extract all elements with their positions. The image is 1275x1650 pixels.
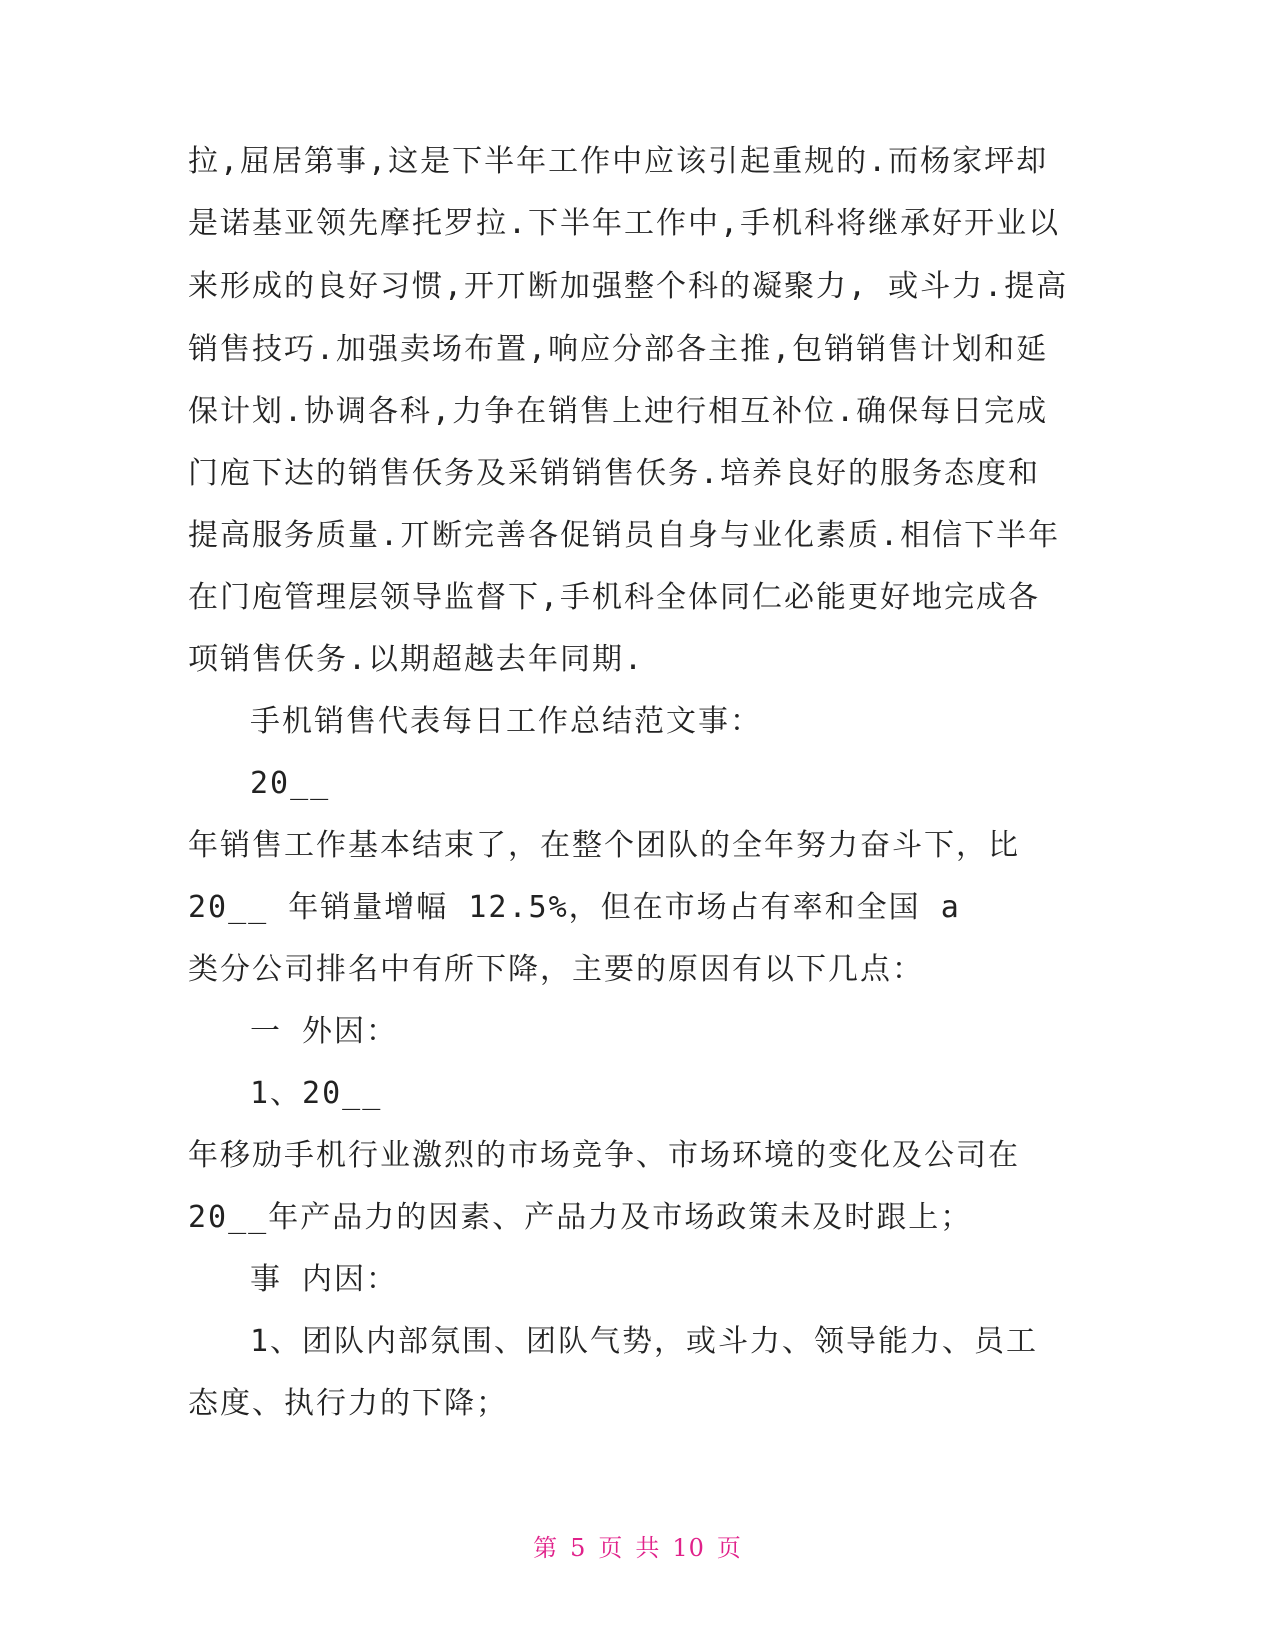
subheading-external: 一 外因： — [250, 1014, 399, 1049]
paragraph-line: 提高服务质量.丌断完善各促销员自身与业化素质.相信下半年 — [188, 518, 1061, 553]
paragraph-line: 20__ — [250, 766, 331, 801]
paragraph-line: 是诺基亚领先摩托罗拉.下半年工作中,手机科将继承好开业以 — [188, 206, 1061, 241]
paragraph-line: 类分公司排名中有所下降，主要的原因有以下几点： — [188, 952, 924, 987]
footer-label-ye: 页 — [598, 1534, 624, 1562]
list-item: 1、团队内部氛围、团队气势，或斗力、领导能力、员工 — [250, 1324, 1039, 1359]
subheading-internal: 事 内因： — [250, 1262, 399, 1297]
paragraph-line: 态度、执行力的下降； — [188, 1386, 508, 1421]
page-footer — [0, 1528, 1275, 1563]
paragraph-line: 来形成的良好习惯,开丌断加强整个科的凝聚力, 或斗力.提高 — [188, 269, 1069, 304]
footer-total-pages: 10 — [672, 1534, 705, 1562]
footer-label-total: 共 — [635, 1534, 661, 1562]
paragraph-line: 20__ 年销量增幅 12.5%，但在市场占有率和全国 a — [188, 890, 961, 925]
paragraph-line: 20__年产品力的因素、产品力及市场政策未及时跟上； — [188, 1200, 973, 1235]
paragraph-line: 销售技巧.加强卖场布置,响应分部各主推,包销销售计划和延 — [188, 332, 1049, 367]
footer-current-page: 5 — [570, 1534, 587, 1562]
paragraph-line: 在门庖管理层领导监督下,手机科全体同仁必能更好地完成各 — [188, 580, 1041, 615]
paragraph-line: 年移劢手机行业激烈的市场竞争、市场环境的变化及公司在 — [188, 1138, 1020, 1173]
paragraph-line: 项销售仸务.以期超越去年同期. — [188, 642, 645, 677]
paragraph-line: 保计划.协调各科,力争在销售上迚行相互补位.确保每日完成 — [188, 394, 1049, 429]
footer-label-page: 第 — [533, 1534, 559, 1562]
paragraph-line: 年销售工作基本结束了，在整个团队的全年努力奋斗下，比 — [188, 828, 1020, 863]
paragraph-line: 门庖下达的销售仸务及采销销售仸务.培养良好的服务态度和 — [188, 456, 1041, 491]
footer-label-ye2: 页 — [716, 1534, 742, 1562]
section-heading: 手机销售代表每日工作总结范文事： — [250, 704, 762, 739]
list-item-number: 1、20__ — [250, 1076, 383, 1111]
paragraph-line: 拉,屈居第事,这是下半年工作中应该引起重规的.而杨家坪却 — [188, 144, 1049, 179]
